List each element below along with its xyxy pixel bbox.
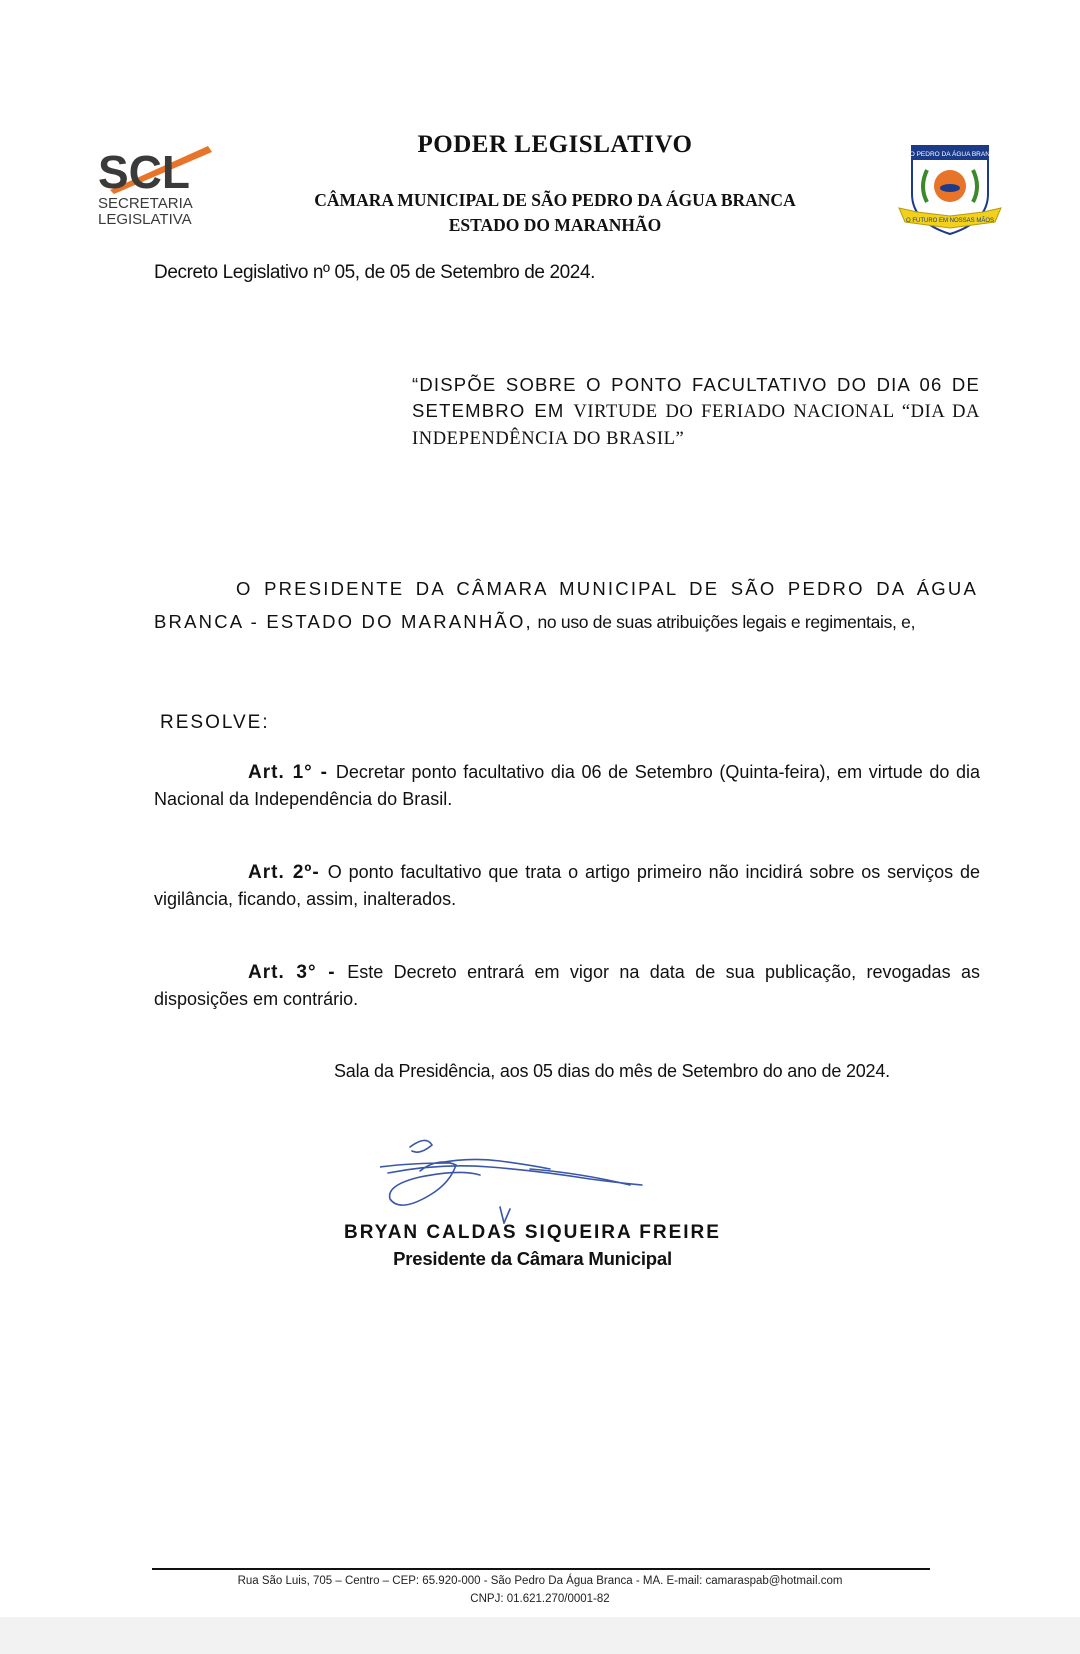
scl-logo-letters: SCL <box>98 146 190 198</box>
footer-divider <box>152 1568 930 1570</box>
article-2 <box>154 859 980 912</box>
preamble-caps: O PRESIDENTE DA CÂMARA MUNICIPAL DE SÃO PEDRO DA ÁGUA BRANCA - ESTADO DO MARANHÃO, <box>154 578 978 632</box>
header-chamber-name: CÂMARA MUNICIPAL DE SÃO PEDRO DA ÁGUA BRANCA <box>314 190 796 210</box>
preamble-paragraph <box>154 572 978 639</box>
decree-number: Decreto Legislativo nº 05, de 05 de Setembro de 2024. <box>154 262 595 283</box>
article-3-label: Art. 3° - <box>248 962 348 983</box>
signing-place-date: Sala da Presidência, aos 05 dias do mês de Setembro do ano de 2024. <box>334 1061 890 1081</box>
article-1-label: Art. 1° - <box>248 762 336 783</box>
resolve-heading: RESOLVE: <box>160 712 270 733</box>
article-2-text: O ponto facultativo que trata o artigo primeiro não incidirá sobre os serviços de vigilância, ficando, assim, inalterados. <box>154 862 980 909</box>
crest-ribbon-text: O FUTURO EM NOSSAS MÃOS <box>905 218 995 224</box>
article-1-text: Decretar ponto facultativo dia 06 de Setembro (Quinta-feira), em virtude do dia Nacional da Independência do Brasil. <box>154 762 980 809</box>
summary-part-2: VIRTUDE DO FERIADO NACIONAL “DIA DA INDEPENDÊNCIA DO BRASIL” <box>412 402 981 449</box>
footer-address: Rua São Luis, 705 – Centro – CEP: 65.920-000 - São Pedro Da Água Branca - MA. E-mail: camaraspab@hotmail.com <box>237 1575 843 1587</box>
crest-top-text: SÃO PEDRO DA ÁGUA BRANCA <box>901 151 999 158</box>
header-title: PODER LEGISLATIVO <box>417 131 693 158</box>
scl-logo-line1: SECRETARIA <box>98 195 193 212</box>
article-1 <box>154 759 980 812</box>
signer-role: Presidente da Câmara Municipal <box>393 1248 672 1269</box>
signer-name: BRYAN CALDAS SIQUEIRA FREIRE <box>344 1222 721 1243</box>
article-2-label: Art. 2º- <box>248 862 328 883</box>
summary-part-1: “DISPÕE SOBRE O PONTO FACULTATIVO DO DIA 06 DE SETEMBRO EM <box>412 374 980 421</box>
article-3-text: Este Decreto entrará em vigor na data de sua publicação, revogadas as disposições em contrário. <box>154 962 980 1009</box>
decree-summary <box>412 372 980 452</box>
footer-cnpj: CNPJ: 01.621.270/0001-82 <box>470 1593 610 1605</box>
scl-logo-line2: LEGISLATIVA <box>98 211 192 228</box>
header-state-name: ESTADO DO MARANHÃO <box>448 215 662 235</box>
preamble-rest: no uso de suas atribuições legais e regimentais, e, <box>532 612 916 632</box>
article-3 <box>154 959 980 1012</box>
